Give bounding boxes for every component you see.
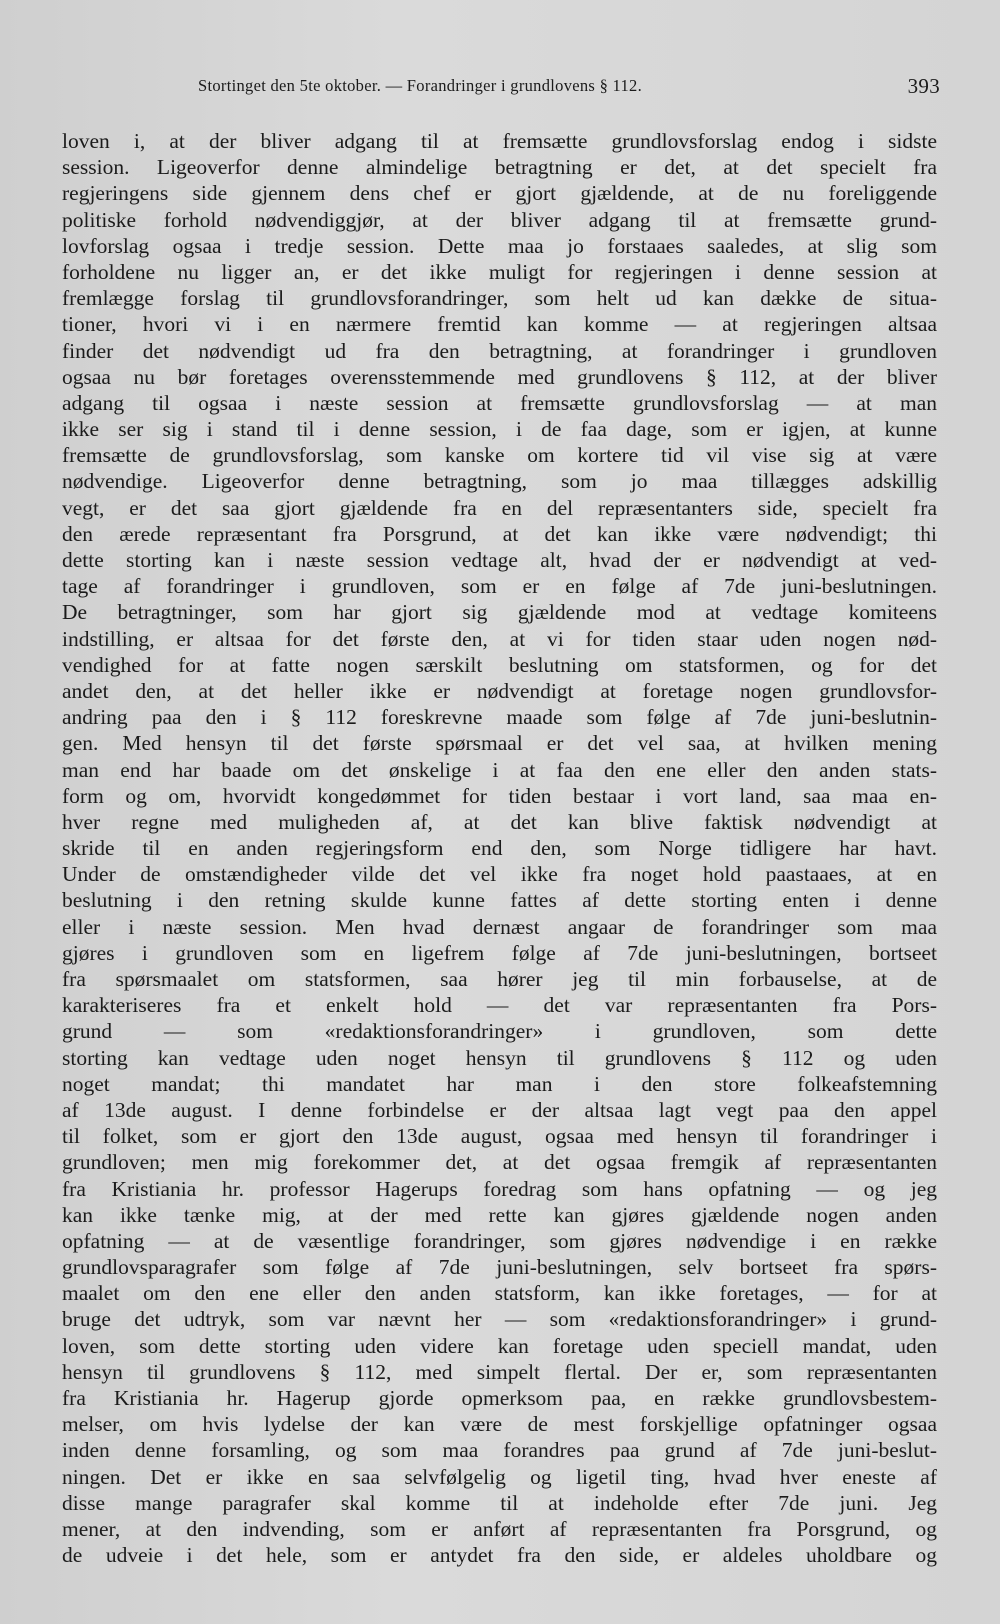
text-line: mener, at den indvending, som er anført af repræsentanten fra Porsgrund, og	[62, 1516, 937, 1541]
text-line: fra spørsmaalet om statsformen, saa hører jeg til min forbauselse, at de	[62, 967, 937, 991]
text-line: eller i næste session. Men hvad dernæst angaar de forandringer som maa	[62, 914, 937, 939]
text-line: ogsaa nu bør foretages overensstemmende med grundlovens § 112, at der bliver	[62, 364, 937, 389]
text-line: noget mandat; thi mandatet har man i den store folkeafstemning	[62, 1071, 937, 1096]
text-line: fra Kristiania hr. professor Hagerups foredrag som hans opfatning — og jeg	[62, 1176, 937, 1201]
text-line: dette storting kan i næste session vedtage alt, hvad der er nødvendigt at ved-	[62, 548, 937, 572]
text-line: man end har baade om det ønskelige i at faa den ene eller den anden stats-	[62, 757, 937, 782]
text-line: regjeringens side gjennem dens chef er gjort gjældende, at de nu foreliggende	[62, 181, 937, 206]
text-line: fra Kristiania hr. Hagerup gjorde opmerksom paa, en række grundlovsbestem-	[62, 1386, 937, 1410]
text-line: hver regne med muligheden af, at det kan blive faktisk nødvendigt at	[62, 809, 937, 834]
text-line: ikke ser sig i stand til i denne session, i de faa dage, som er igjen, at kunne	[62, 417, 937, 442]
text-line: af 13de august. I denne forbindelse er der altsaa lagt vegt paa den appel	[62, 1097, 937, 1122]
text-line: storting kan vedtage uden noget hensyn til grundlovens § 112 og uden	[62, 1045, 937, 1070]
text-line: fremsætte de grundlovsforslag, som kanske om kortere tid vil vise sig at være	[62, 443, 937, 468]
text-line: finder det nødvendigt ud fra den betragtning, at forandringer i grundloven	[62, 338, 937, 363]
text-line: tage af forandringer i grundloven, som er en følge af 7de juni-beslutningen.	[62, 574, 937, 599]
text-line: indstilling, er altsaa for det første den, at vi for tiden staar uden nogen nød-	[62, 626, 937, 651]
text-line: andring paa den i § 112 foreskrevne maade som følge af 7de juni-beslutnin-	[62, 705, 937, 730]
text-line: den ærede repræsentant fra Porsgrund, at det kan ikke være nødvendigt; thi	[62, 521, 937, 546]
text-line: melser, om hvis lydelse der kan være de mest forskjellige opfatninger ogsaa	[62, 1412, 937, 1437]
text-line: disse mange paragrafer skal komme til at indeholde efter 7de juni. Jeg	[62, 1490, 937, 1515]
text-line: vendighed for at fatte nogen særskilt beslutning om statsformen, og for det	[62, 652, 937, 677]
text-line: karakteriseres fra et enkelt hold — det var repræsentanten fra Pors-	[62, 993, 937, 1018]
text-line: form og om, hvorvidt kongedømmet for tiden bestaar i vort land, saa maa en-	[62, 783, 937, 808]
text-line: skride til en anden regjeringsform end den, som Norge tidligere har havt.	[62, 836, 937, 861]
text-line: session. Ligeoverfor denne almindelige betragtning er det, at det specielt fra	[62, 155, 937, 180]
text-line: de udveie i det hele, som er antydet fra den side, er aldeles uholdbare og	[62, 1543, 937, 1568]
text-line: Under de omstændigheder vilde det vel ikke fra noget hold paastaaes, at en	[62, 862, 937, 887]
text-line: lovforslag ogsaa i tredje session. Dette maa jo forstaaes saaledes, at slig som	[62, 233, 937, 258]
text-line: til folket, som er gjort den 13de august, ogsaa med hensyn til forandringer i	[62, 1124, 937, 1149]
text-line: grundloven; men mig forekommer det, at det ogsaa fremgik af repræsentanten	[62, 1150, 937, 1175]
text-line: adgang til ogsaa i næste session at fremsætte grundlovsforslag — at man	[62, 390, 937, 415]
text-line: loven i, at der bliver adgang til at fremsætte grundlovsforslag endog i sidste	[62, 129, 937, 153]
text-line: maalet om den ene eller den anden statsform, kan ikke foretages, — for at	[62, 1281, 937, 1306]
text-line: gen. Med hensyn til det første spørsmaal er det vel saa, at hvilken mening	[62, 731, 937, 756]
text-line: forholdene nu ligger an, er det ikke muligt for regjeringen i denne session at	[62, 259, 937, 284]
text-line: bruge det udtryk, som var nævnt her — som «redaktionsforandringer» i grund-	[62, 1307, 937, 1332]
text-line: De betragtninger, som har gjort sig gjældende mod at vedtage komiteens	[62, 600, 937, 625]
text-line: ningen. Det er ikke en saa selvfølgelig og ligetil ting, hvad hver eneste af	[62, 1464, 937, 1489]
text-line: politiske forhold nødvendiggjør, at der bliver adgang til at fremsætte grund-	[62, 207, 937, 232]
text-line: inden denne forsamling, og som maa forandres paa grund af 7de juni-beslut-	[62, 1438, 937, 1463]
text-line: vegt, er det saa gjort gjældende fra en del repræsentanters side, specielt fra	[62, 495, 937, 520]
text-line: grund — som «redaktionsforandringer» i grundloven, som dette	[62, 1019, 937, 1044]
text-line: hensyn til grundlovens § 112, med simpelt flertal. Der er, som repræsentanten	[62, 1359, 937, 1384]
text-line: grundlovsparagrafer som følge af 7de juni-beslutningen, selv bortseet fra spørs-	[62, 1255, 937, 1280]
text-line: fremlægge forslag til grundlovsforandringer, som helt ud kan dække de situa-	[62, 286, 937, 311]
page-number: 393	[907, 74, 940, 98]
body-text	[62, 128, 937, 1568]
text-line: opfatning — at de væsentlige forandringer, som gjøres nødvendige i en række	[62, 1228, 937, 1253]
text-line: kan ikke tænke mig, at der med rette kan gjøres gjældende nogen anden	[62, 1202, 937, 1227]
running-title: Stortinget den 5te oktober. — Forandringer i grundlovens § 112.	[198, 76, 643, 95]
text-line: loven, som dette storting uden videre kan foretage uden speciell mandat, uden	[62, 1333, 937, 1358]
text-line: andet den, at det heller ikke er nødvendigt at foretage nogen grundlovsfor-	[62, 678, 937, 703]
text-line: beslutning i den retning skulde kunne fattes af dette storting enten i denne	[62, 888, 937, 913]
text-line: tioner, hvori vi i en nærmere fremtid kan komme — at regjeringen altsaa	[62, 312, 937, 337]
text-line: gjøres i grundloven som en ligefrem følge af 7de juni-beslutningen, bortseet	[62, 940, 937, 965]
text-line: nødvendige. Ligeoverfor denne betragtning, som jo maa tillægges adskillig	[62, 469, 937, 494]
